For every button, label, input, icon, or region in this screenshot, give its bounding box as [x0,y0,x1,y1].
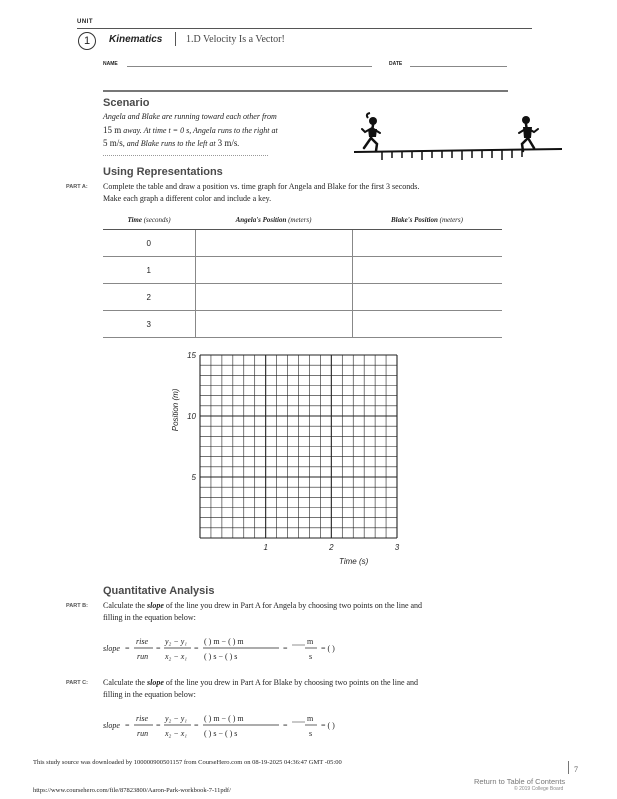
svg-text:rise: rise [136,714,148,723]
angela-position-cell[interactable] [195,311,352,338]
svg-text:y₂ − y₁: y₂ − y₁ [165,637,188,646]
unit-topic: Kinematics [109,34,163,45]
svg-text:x₂ − x₁: x₂ − x₁ [165,729,188,738]
svg-text:slope: slope [103,721,120,730]
scenario-heading: Scenario [103,97,150,109]
table-header-blake: Blake's Position (meters) [352,210,502,230]
part-b-instructions: Calculate the slope of the line you drew in Part A for Angela by choosing two points on the line and filling in the equation below: [103,601,423,622]
slope-formula-angela [103,633,363,670]
table-header-row [103,210,502,230]
representations-heading: Using Representations [103,166,223,178]
svg-text:=: = [194,644,199,653]
angela-position-cell[interactable] [195,230,352,257]
svg-text:= ( ): = ( ) [321,721,335,730]
unit-number-badge: 1 [78,32,96,50]
part-a-instructions: Complete the table and draw a position vs. time graph for Angela and Blake for the first 3 seconds. Make each graph a different color and include a key. [103,182,420,203]
svg-text:run: run [137,652,149,661]
svg-text:( ) m − ( ) m: ( ) m − ( ) m [204,714,244,723]
scenario-text: Angela and Blake are running toward each other from 15 m away. At time t = 0 s, Angela runs to the right at 5 m/s, and Blake runs to the left at 3 m/s. [103,112,278,148]
header-rule [77,28,532,29]
svg-text:=: = [125,644,130,653]
slope-equation [103,710,363,742]
name-label: NAME [103,61,118,67]
runners-illustration [352,110,564,162]
part-a-label: PART A: [66,184,88,190]
download-notice: This study source was downloaded by 100000900501157 from CourseHero.com on 08-19-2025 04:36:47 GMT -05:00 [33,759,342,766]
svg-text:y₂ − y₁: y₂ − y₁ [165,714,188,723]
track-ruler [354,149,562,160]
y-tick-label: 10 [187,412,196,421]
x-tick-label: 2 [329,543,334,552]
blake-runner-icon [519,116,538,151]
table-row [103,230,502,257]
position-table [103,210,502,338]
name-field[interactable] [127,66,372,67]
table-row [103,257,502,284]
page-number: 7 [574,765,578,774]
table-header-time: Time (seconds) [103,210,195,230]
table-row [103,311,502,338]
svg-text:s: s [309,729,313,738]
slope-equation [103,633,363,665]
svg-text:=: = [283,721,288,730]
svg-text:=: = [194,721,199,730]
angela-position-cell[interactable] [195,257,352,284]
section-rule [103,90,508,92]
time-cell: 3 [103,311,195,338]
part-c-instructions: Calculate the slope of the line you drew in Part A for Blake by choosing two points on the line and filling in the equation below: [103,678,419,699]
svg-text:m: m [307,637,314,646]
time-cell: 0 [103,230,195,257]
page-number-divider [568,761,569,774]
page-title: 1.D Velocity Is a Vector! [186,34,285,45]
analysis-heading: Quantitative Analysis [103,585,215,597]
blake-position-cell[interactable] [352,230,502,257]
part-c-label: PART C: [66,680,88,686]
blake-position-cell[interactable] [352,257,502,284]
slope-formula-blake [103,710,363,747]
header-divider [175,32,176,46]
svg-text:slope: slope [103,644,120,653]
svg-text:=: = [283,644,288,653]
blake-position-cell[interactable] [352,311,502,338]
x-tick-label: 1 [263,543,268,552]
angela-runner-icon [362,113,380,151]
y-axis-label: Position (m) [171,388,180,432]
svg-text:run: run [137,729,149,738]
svg-text:( ) s − ( ) s: ( ) s − ( ) s [204,652,238,661]
svg-text:( ) m − ( ) m: ( ) m − ( ) m [204,637,244,646]
svg-text:=: = [156,644,161,653]
time-cell: 1 [103,257,195,284]
y-tick-label: 15 [187,351,196,360]
svg-text:=: = [125,721,130,730]
toc-link[interactable]: Return to Table of Contents [474,777,566,786]
blake-position-cell[interactable] [352,284,502,311]
svg-text:x₂ − x₁: x₂ − x₁ [165,652,188,661]
svg-text:=: = [156,721,161,730]
copyright: © 2019 College Board [514,786,564,792]
date-field[interactable] [410,66,507,67]
scenario-divider [103,155,268,156]
y-tick-label: 5 [191,473,196,482]
table-row [103,284,502,311]
position-time-graph[interactable] [160,345,420,570]
x-tick-label: 3 [394,543,400,552]
unit-label: UNIT [77,19,93,25]
source-url[interactable]: https://www.coursehero.com/file/87823800/Aaron-Park-workbook-7-11pdf/ [33,787,231,794]
angela-position-cell[interactable] [195,284,352,311]
svg-text:s: s [309,652,313,661]
table-header-angela: Angela's Position (meters) [195,210,352,230]
svg-text:( ) s − ( ) s: ( ) s − ( ) s [204,729,238,738]
date-label: DATE [389,61,403,67]
svg-text:m: m [307,714,314,723]
time-cell: 2 [103,284,195,311]
x-axis-label: Time (s) [339,557,369,566]
svg-text:= ( ): = ( ) [321,644,335,653]
svg-text:rise: rise [136,637,148,646]
part-b-label: PART B: [66,603,88,609]
